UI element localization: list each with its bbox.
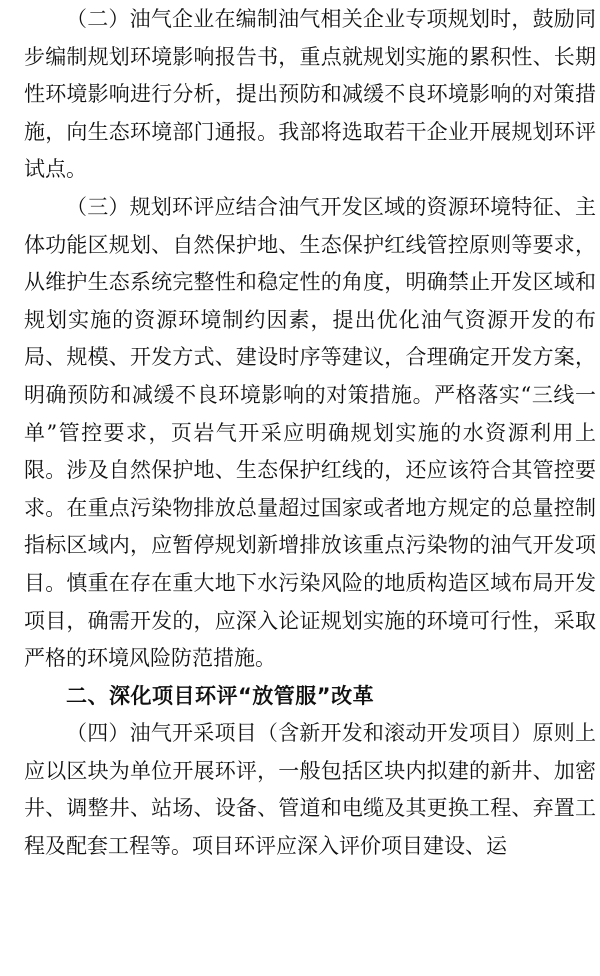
paragraph-3: （三）规划环评应结合油气开发区域的资源环境特征、主体功能区规划、自然保护地、生态保护红线管控原则等要求，从维护生态系统完整性和稳定性的角度，明确禁止开发区域和规划实施的资源环境制约因素，提出优化油气资源开发的布局、规模、开发方式、建设时序等建议，合理确定开发方案，明确预防和减缓不良环境影响的对策措施。严格落实“三线一单”管控要求，页岩气开采应明确规划实施的水资源利用上限。涉及自然保护地、生态保护红线的，还应该符合其管控要求。在重点污染物排放总量超过国家或者地方规定的总量控制指标区域内，应暂停规划新增排放该重点污染物的油气开发项目。慎重在存在重大地下水污染风险的地质构造区域布局开发项目，确需开发的，应深入论证规划实施的环境可行性，采取严格的环境风险防范措施。: [24, 194, 596, 671]
paragraph-4: （四）油气开采项目（含新开发和滚动开发项目）原则上应以区块为单位开展环评，一般包括区块内拟建的新井、加密井、调整井、站场、设备、管道和电缆及其更换工程、弃置工程及配套工程等。项目环评应深入评价项目建设、运: [24, 721, 596, 859]
paragraph-2: （二）油气企业在编制油气相关企业专项规划时，鼓励同步编制规划环境影响报告书，重点就规划实施的累积性、长期性环境影响进行分析，提出预防和减缓不良环境影响的对策措施，向生态环境部门通报。我部将选取若干企业开展规划环评试点。: [24, 7, 596, 182]
section-heading: 二、深化项目环评“放管服”改革: [66, 683, 375, 708]
